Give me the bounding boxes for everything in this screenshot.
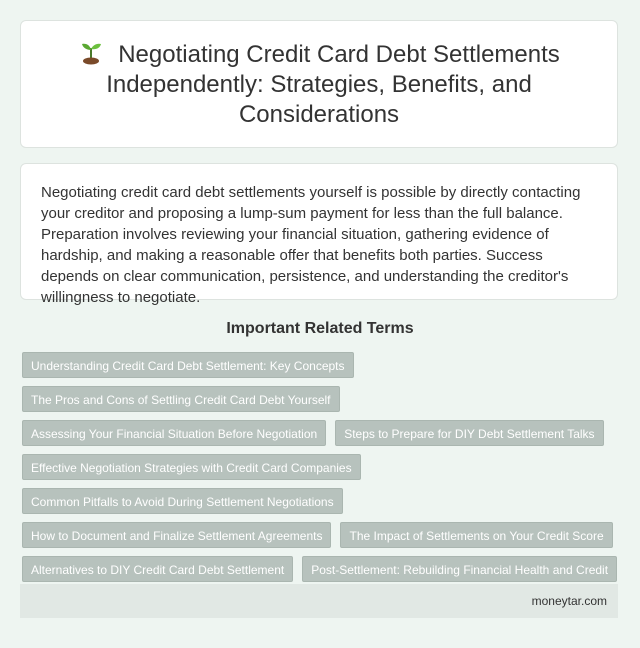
related-terms-list — [22, 352, 622, 582]
related-term-tag[interactable]: Alternatives to DIY Credit Card Debt Settlement — [22, 556, 293, 582]
related-term-tag[interactable]: The Impact of Settlements on Your Credit Score — [340, 522, 612, 548]
summary-text: Negotiating credit card debt settlements yourself is possible by directly contacting your creditor and proposing a lump-sum payment for less than the full balance. Preparation involves reviewing your financial situation, gathering evidence of hardship, and making a reasonable offer that benefits both parties. Success depends on clear communication, persistence, and understanding the creditor's willingness to negotiate. — [41, 184, 581, 306]
sprout-icon — [78, 39, 104, 65]
related-term-tag[interactable]: Post-Settlement: Rebuilding Financial Health and Credit — [302, 556, 617, 582]
summary-card — [20, 163, 618, 306]
related-term-tag[interactable]: Common Pitfalls to Avoid During Settlement Negotiations — [22, 488, 343, 514]
footer — [20, 584, 618, 618]
page-title — [49, 39, 589, 130]
related-terms-heading: Important Related Terms — [226, 320, 414, 337]
related-term-tag[interactable]: How to Document and Finalize Settlement Agreements — [22, 522, 331, 548]
related-term-tag[interactable]: Understanding Credit Card Debt Settlement: Key Concepts — [22, 352, 354, 378]
title-card — [20, 20, 618, 148]
page-title-text: Negotiating Credit Card Debt Settlements Independently: Strategies, Benefits, and Considerations — [106, 40, 560, 128]
related-term-tag[interactable]: Effective Negotiation Strategies with Credit Card Companies — [22, 454, 361, 480]
related-term-tag[interactable]: Assessing Your Financial Situation Before Negotiation — [22, 420, 326, 446]
footer-site-link[interactable]: moneytar.com — [531, 594, 607, 608]
related-term-tag[interactable]: The Pros and Cons of Settling Credit Card Debt Yourself — [22, 386, 340, 412]
related-term-tag[interactable]: Steps to Prepare for DIY Debt Settlement Talks — [335, 420, 603, 446]
